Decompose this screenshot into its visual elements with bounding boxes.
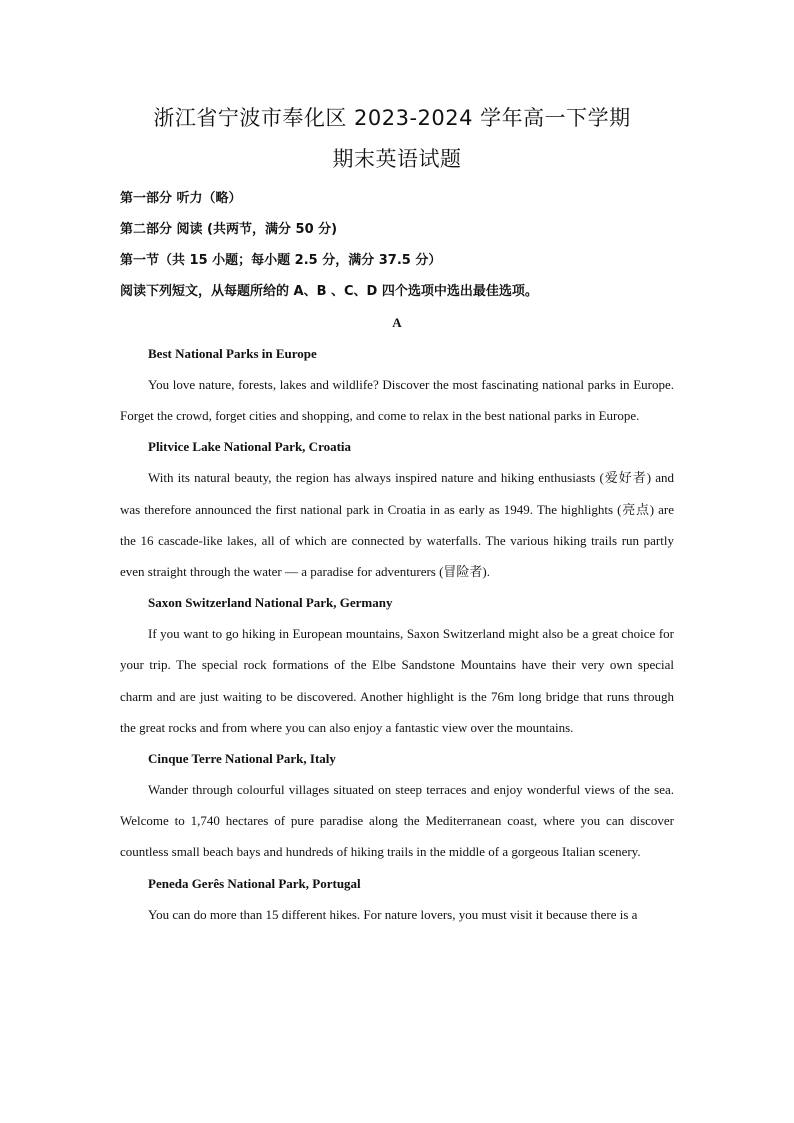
exam-title-line2: 期末英语试题 [332,147,462,171]
part-two-reading: 第二部分 阅读 (共两节，满分 50 分) [120,222,338,237]
park-text-peneda-geres: You can do more than 15 different hikes. For nature lovers, you must visit it because there is a [148,906,638,922]
park-heading-peneda-geres: Peneda Gerês National Park, Portugal [148,875,361,891]
passage-title: Best National Parks in Europe [148,346,317,361]
park-heading-saxon-switzerland: Saxon Switzerland National Park, Germany [148,595,393,611]
passage-intro: You love nature, forests, lakes and wildlife? Discover the most fascinating national parks in Europe. Forget the crowd, forget cities and shopping, and come to relax in the best national parks in Europe. [120,377,674,424]
park-text-cinque-terre: Wander through colourful villages situated on steep terraces and enjoy wonderful views of the sea. Welcome to 1,740 hectares of pure paradise along the Mediterranean coast, where you can discover countless small beach bays and hundreds of hiking trails in the middle of a gorgeous Italian scenery. [120,782,674,860]
park-text-plitvice: With its natural beauty, the region has always inspired nature and hiking enthusiasts (爱好者) and was therefore announced the first national park in Croatia in as early as 1949. The highlights (亮点) are the 16 cascade-like lakes, all of which are connected by waterfalls. The various hiking trails run partly even straight through the water — a paradise for adventurers (冒险者). [120,470,674,580]
passage-label: A [392,315,402,330]
exam-title-line1: 浙江省宁波市奉化区 2023-2024 学年高一下学期 [153,106,631,130]
park-text-saxon-switzerland: If you want to go hiking in European mountains, Saxon Switzerland might also be a great choice for your trip. The special rock formations of the Elbe Sandstone Mountains have their very own special charm and are just waiting to be discovered. Another highlight is the 76m long bridge that runs through the great rocks and from where you can also enjoy a fantastic view over the mountains. [120,626,674,735]
section-one-header: 第一节（共 15 小题；每小题 2.5 分，满分 37.5 分） [120,253,442,268]
park-heading-cinque-terre: Cinque Terre National Park, Italy [148,751,336,767]
park-heading-plitvice: Plitvice Lake National Park, Croatia [148,439,352,455]
reading-instruction: 阅读下列短文，从每题所给的 A、B 、C、D 四个选项中选出最佳选项。 [120,284,538,299]
exam-page [120,98,674,930]
part-one-listening: 第一部分 听力（略） [120,191,242,206]
